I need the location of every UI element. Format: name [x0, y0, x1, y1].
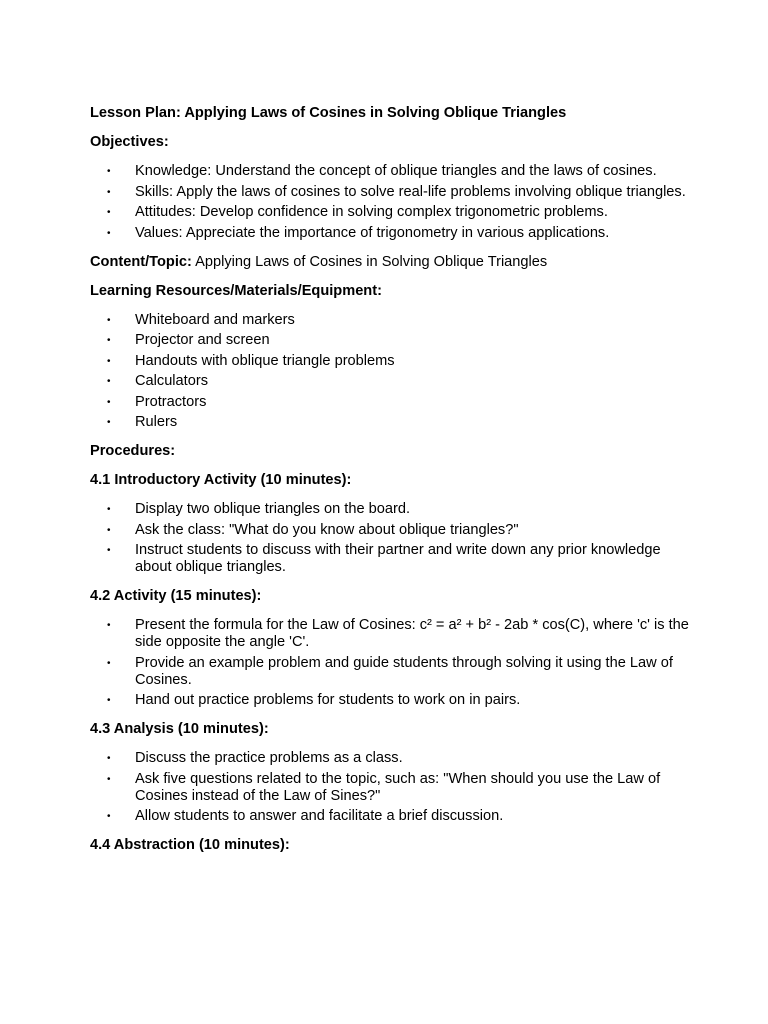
list-item: • Values: Appreciate the importance of trigonometry in various applications.: [107, 224, 610, 241]
list-item: • Display two oblique triangles on the board.: [107, 501, 411, 517]
bullet-icon: •: [107, 753, 111, 764]
bullet-icon: •: [107, 417, 111, 428]
list-item: • Allow students to answer and facilitate a brief discussion.: [107, 808, 504, 824]
intro-activity-heading: 4.1 Introductory Activity (10 minutes):: [90, 472, 352, 488]
list-item: • Instruct students to discuss with their partner and write down any prior knowledge about oblique triangles.: [107, 542, 661, 575]
bullet-icon: •: [107, 166, 111, 177]
analysis-heading: 4.3 Analysis (10 minutes):: [90, 721, 269, 737]
list-item: • Handouts with oblique triangle problems: [107, 352, 395, 369]
list-item: • Protractors: [107, 393, 207, 410]
list-item: • Skills: Apply the laws of cosines to solve real-life problems involving oblique triangles.: [107, 183, 686, 200]
activity-heading: 4.2 Activity (15 minutes):: [90, 588, 262, 604]
bullet-icon: •: [107, 524, 111, 536]
bullet-icon: •: [107, 355, 111, 367]
intro-activity-list: [90, 501, 690, 576]
list-item: • Present the formula for the Law of Cosines: c² = a² + b² - 2ab * cos(C), where 'c' is the side opposite the angle 'C'.: [107, 617, 689, 650]
analysis-list: [90, 750, 690, 825]
bullet-icon: •: [107, 186, 111, 198]
bullet-icon: •: [107, 545, 111, 556]
bullet-icon: •: [107, 335, 111, 346]
bullet-icon: •: [107, 695, 111, 706]
resources-list: [90, 312, 690, 432]
bullet-icon: •: [107, 396, 111, 408]
list-item: • Provide an example problem and guide students through solving it using the Law of Cosines.: [107, 654, 673, 688]
list-item: • Rulers: [107, 414, 178, 430]
bullet-icon: •: [107, 620, 111, 631]
document-page: [90, 105, 690, 866]
bullet-icon: •: [107, 657, 111, 669]
content-topic: [90, 254, 690, 271]
objectives-heading: Objectives:: [90, 134, 169, 150]
list-item: • Hand out practice problems for students to work on in pairs.: [107, 692, 521, 708]
content-topic-label: Content/Topic:: [90, 253, 192, 270]
bullet-icon: •: [107, 504, 111, 515]
resources-heading: Learning Resources/Materials/Equipment:: [90, 282, 382, 299]
bullet-icon: •: [107, 227, 111, 239]
procedures-heading: Procedures:: [90, 443, 176, 459]
bullet-icon: •: [107, 376, 111, 387]
objectives-list: [90, 163, 690, 242]
list-item: • Ask five questions related to the topic, such as: "When should you use the Law of Cosines instead of the Law of Sines?": [107, 770, 661, 804]
list-item: • Projector and screen: [107, 332, 270, 348]
bullet-icon: •: [107, 773, 111, 785]
content-topic-value: Applying Laws of Cosines in Solving Oblique Triangles: [191, 253, 548, 270]
activity-list: [90, 617, 690, 709]
abstraction-heading: 4.4 Abstraction (10 minutes):: [90, 837, 290, 853]
document-title: Lesson Plan: Applying Laws of Cosines in Solving Oblique Triangles: [90, 105, 567, 121]
list-item: • Ask the class: "What do you know about oblique triangles?": [107, 521, 519, 538]
list-item: • Whiteboard and markers: [107, 311, 295, 328]
list-item: • Knowledge: Understand the concept of oblique triangles and the laws of cosines.: [107, 163, 657, 179]
list-item: • Discuss the practice problems as a class.: [107, 750, 403, 766]
bullet-icon: •: [107, 811, 111, 822]
list-item: • Attitudes: Develop confidence in solving complex trigonometric problems.: [107, 204, 608, 220]
bullet-icon: •: [107, 207, 111, 218]
bullet-icon: •: [107, 314, 111, 326]
list-item: • Calculators: [107, 373, 208, 389]
